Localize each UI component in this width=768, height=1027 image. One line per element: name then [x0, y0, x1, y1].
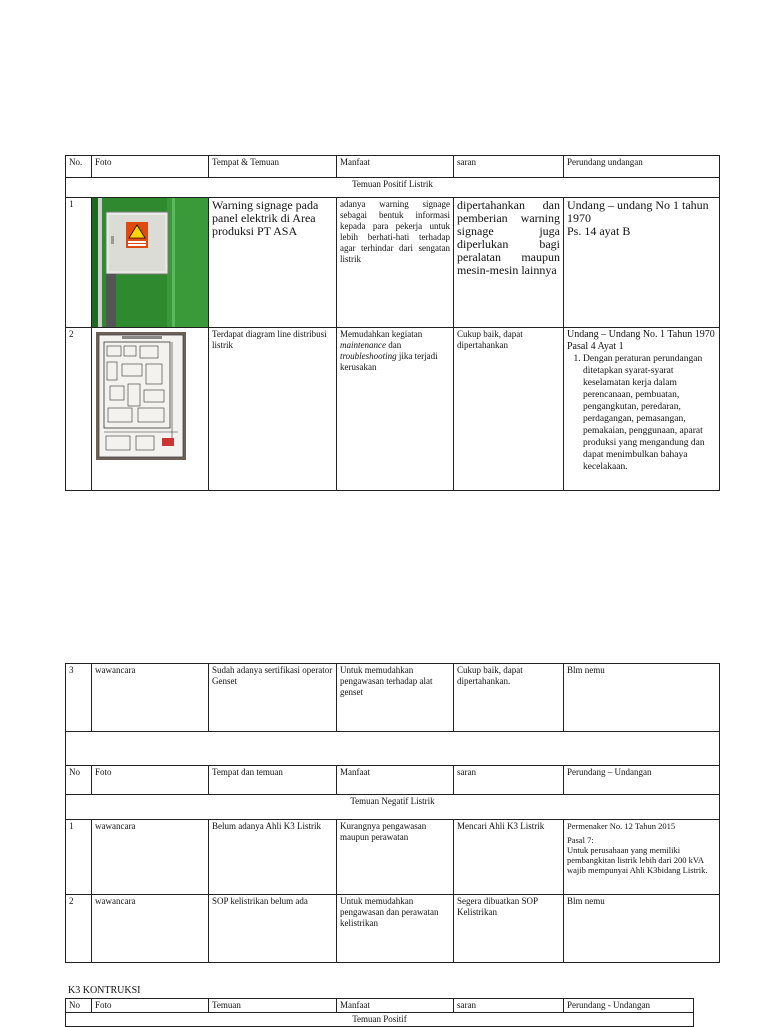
benefit-part: dan — [388, 340, 402, 350]
table-row — [66, 328, 720, 491]
header-manfaat: Manfaat — [337, 999, 454, 1013]
section-row — [66, 178, 720, 198]
table-header-row — [66, 999, 694, 1013]
photo-text: wawancara — [92, 820, 209, 895]
regulation-cell — [564, 820, 720, 895]
row-no: 3 — [66, 664, 92, 732]
header-no: No — [66, 999, 92, 1013]
regulation-title: Undang – undang No 1 tahun 1970 — [567, 198, 709, 225]
benefit-part: jika terjadi kerusakan — [340, 351, 438, 372]
finding-text: Sudah adanya sertifikasi operator Genset — [209, 664, 337, 732]
row-no: 2 — [66, 328, 92, 491]
header-manfaat: Manfaat — [337, 766, 454, 795]
finding-text: SOP kelistrikan belum ada — [209, 895, 337, 963]
row-no: 2 — [66, 895, 92, 963]
benefit-text: Untuk memudahkan pengawasan terhadap alat genset — [337, 664, 454, 732]
section-row — [66, 1013, 694, 1027]
suggestion-text: Cukup baik, dapat dipertahankan — [454, 328, 564, 491]
header-manfaat: Manfaat — [337, 156, 454, 178]
regulation-text: Blm nemu — [564, 664, 720, 732]
regulation-title: Permenaker No. 12 Tahun 2015 — [567, 821, 676, 831]
benefit-text: adanya warning signage sebagai bentuk informasi kepada para pekerja untuk lebih berhati-hati terhadap agar terhindar dari sengatan listrik — [337, 198, 454, 328]
empty-row — [66, 732, 720, 766]
header-saran: saran — [454, 999, 564, 1013]
regulation-title: Undang – Undang No. 1 Tahun 1970 Pasal 4 Ayat 1 — [567, 329, 715, 352]
header-perundang: Perundang - Undangan — [564, 999, 694, 1013]
row-no: 1 — [66, 820, 92, 895]
header-temuan: Temuan — [209, 999, 337, 1013]
photo-text: wawancara — [92, 895, 209, 963]
diagram-photo — [92, 328, 209, 490]
empty-cell — [66, 732, 720, 766]
row-no: 1 — [66, 198, 92, 328]
section-heading: K3 KONTRUKSI — [68, 985, 141, 996]
header-perundang: Perundang undangan — [564, 156, 720, 178]
regulation-article: Ps. 14 ayat B — [567, 224, 631, 238]
header-perundang: Perundang – Undangan — [564, 766, 720, 795]
header-foto: Foto — [92, 766, 209, 795]
section-row — [66, 795, 720, 820]
regulation-text: Untuk perusahaan yang memiliki pembangkitan listrik lebih dari 200 kVA wajib mempunyai Ahli K3bidang Listrik. — [567, 845, 708, 875]
suggestion-text: dipertahankan dan pemberian warning signage juga diperlukan bagi peralatan maupun mesin-mesin lainnya — [454, 198, 564, 328]
photo-cell — [92, 198, 209, 328]
header-foto: Foto — [92, 156, 209, 178]
photo-cell — [92, 328, 209, 491]
benefit-term-maintenance: maintenance — [340, 340, 386, 350]
findings-table-electrical — [65, 663, 720, 963]
photo-text: wawancara — [92, 664, 209, 732]
finding-text: Belum adanya Ahli K3 Listrik — [209, 820, 337, 895]
suggestion-text: Segera dibuatkan SOP Kelistrikan — [454, 895, 564, 963]
suggestion-text: Cukup baik, dapat dipertahankan. — [454, 664, 564, 732]
header-saran: saran — [454, 156, 564, 178]
header-saran: saran — [454, 766, 564, 795]
header-no: No — [66, 766, 92, 795]
finding-text: Warning signage pada panel elektrik di Area produksi PT ASA — [209, 198, 337, 328]
table-row — [66, 198, 720, 328]
electrical-panel-photo — [92, 198, 209, 327]
findings-table-positive-electrical — [65, 155, 720, 491]
regulation-article: Pasal 7: — [567, 835, 594, 845]
regulation-list — [567, 353, 716, 473]
finding-text: Terdapat diagram line distribusi listrik — [209, 328, 337, 491]
suggestion-text: Mencari Ahli K3 Listrik — [454, 820, 564, 895]
regulation-cell — [564, 198, 720, 328]
section-title: Temuan Negatif Listrik — [66, 795, 720, 820]
table-row — [66, 664, 720, 732]
header-tempat-temuan: Tempat & Temuan — [209, 156, 337, 178]
table-row — [66, 820, 720, 895]
header-tempat-temuan: Tempat dan temuan — [209, 766, 337, 795]
section-title: Temuan Positif — [66, 1013, 694, 1027]
benefit-text: Untuk memudahkan pengawasan dan perawatan kelistrikan — [337, 895, 454, 963]
table-header-row — [66, 156, 720, 178]
regulation-text: Blm nemu — [564, 895, 720, 963]
regulation-cell — [564, 328, 720, 491]
findings-table-construction — [65, 998, 694, 1027]
regulation-item: 1. Dengan peraturan perundangan ditetapkan syarat-syarat keselamatan kerja dalam perencanaan, pembuatan, pengangkutan, peredaran, perdagangan, pemasangan, pemakaian, penggunaan, aparat produksi yang mengandung dan dapat menimbulkan bahaya kecelakaan. — [583, 353, 716, 473]
section-title: Temuan Positif Listrik — [66, 178, 720, 198]
header-foto: Foto — [92, 999, 209, 1013]
table-row — [66, 895, 720, 963]
table-header-row — [66, 766, 720, 795]
header-no: No. — [66, 156, 92, 178]
benefit-part: Memudahkan kegiatan — [340, 329, 423, 339]
benefit-term-troubleshooting: troubleshooting — [340, 351, 397, 361]
benefit-text — [337, 328, 454, 491]
benefit-text: Kurangnya pengawasan maupun perawatan — [337, 820, 454, 895]
